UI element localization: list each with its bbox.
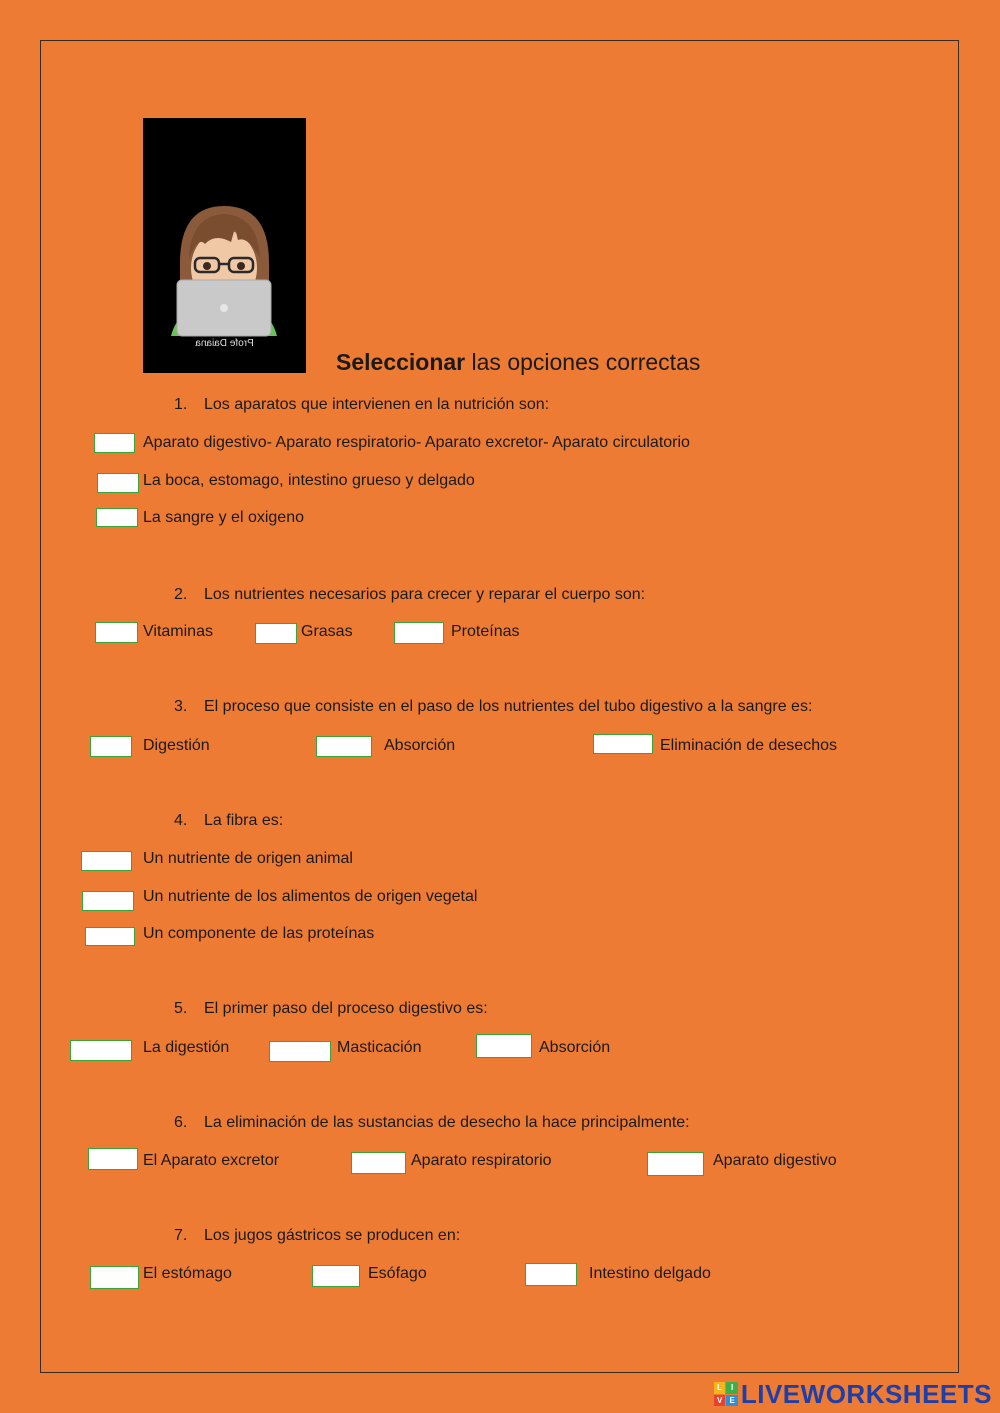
answer-checkbox-q4-c[interactable] bbox=[85, 927, 135, 946]
option-q6-b: Aparato respiratorio bbox=[411, 1152, 552, 1169]
option-q4-c: Un componente de las proteínas bbox=[143, 925, 375, 942]
option-q1-c: La sangre y el oxigeno bbox=[143, 509, 304, 526]
answer-checkbox-q5-c[interactable] bbox=[476, 1034, 532, 1058]
avatar-caption: Profe Daiana bbox=[195, 338, 254, 349]
answer-checkbox-q4-a[interactable] bbox=[81, 851, 132, 871]
title-rest: las opciones correctas bbox=[465, 349, 701, 375]
option-q7-b: Esófago bbox=[368, 1265, 427, 1282]
question-number: 4. bbox=[174, 812, 188, 829]
option-q4-b: Un nutriente de los alimentos de origen vegetal bbox=[143, 888, 478, 905]
answer-checkbox-q1-b[interactable] bbox=[97, 473, 139, 493]
option-q6-c: Aparato digestivo bbox=[713, 1152, 837, 1169]
answer-checkbox-q3-b[interactable] bbox=[316, 736, 372, 757]
answer-checkbox-q2-c[interactable] bbox=[394, 622, 444, 644]
option-q6-a: El Aparato excretor bbox=[143, 1152, 280, 1169]
answer-checkbox-q7-a[interactable] bbox=[90, 1266, 139, 1289]
question-number: 2. bbox=[174, 586, 188, 603]
page-title bbox=[336, 349, 700, 376]
question-text: La eliminación de las sustancias de desecho la hace principalmente: bbox=[204, 1114, 690, 1131]
logo-letter: E bbox=[726, 1395, 738, 1407]
question-5 bbox=[174, 1000, 488, 1018]
title-bold: Seleccionar bbox=[336, 349, 466, 375]
liveworksheets-logo[interactable] bbox=[714, 1379, 992, 1409]
question-1 bbox=[174, 396, 549, 414]
question-number: 6. bbox=[174, 1114, 188, 1131]
answer-checkbox-q6-b[interactable] bbox=[351, 1152, 406, 1174]
option-q2-b: Grasas bbox=[301, 623, 353, 640]
question-number: 3. bbox=[174, 698, 188, 715]
answer-checkbox-q5-b[interactable] bbox=[269, 1041, 331, 1062]
avatar-illustration bbox=[143, 118, 306, 373]
option-q3-c: Eliminación de desechos bbox=[660, 737, 837, 754]
answer-checkbox-q5-a[interactable] bbox=[70, 1040, 132, 1061]
answer-checkbox-q4-b[interactable] bbox=[82, 891, 134, 911]
option-q7-c: Intestino delgado bbox=[589, 1265, 711, 1282]
question-number: 5. bbox=[174, 1000, 188, 1017]
question-text: Los nutrientes necesarios para crecer y reparar el cuerpo son: bbox=[204, 586, 646, 603]
answer-checkbox-q7-c[interactable] bbox=[525, 1263, 577, 1286]
logo-letter: L bbox=[714, 1382, 726, 1394]
question-text: Los aparatos que intervienen en la nutrición son: bbox=[204, 396, 550, 413]
question-3 bbox=[174, 698, 812, 716]
answer-checkbox-q3-c[interactable] bbox=[593, 734, 653, 754]
option-q1-b: La boca, estomago, intestino grueso y delgado bbox=[143, 472, 475, 489]
logo-mark-icon bbox=[714, 1382, 738, 1406]
option-q7-a: El estómago bbox=[143, 1265, 232, 1282]
logo-letter: I bbox=[726, 1382, 738, 1394]
option-q2-c: Proteínas bbox=[451, 623, 520, 640]
question-text: El primer paso del proceso digestivo es: bbox=[204, 1000, 488, 1017]
logo-text: LIVEWORKSHEETS bbox=[740, 1378, 992, 1409]
answer-checkbox-q1-c[interactable] bbox=[96, 508, 138, 527]
question-number: 1. bbox=[174, 396, 188, 413]
question-text: Los jugos gástricos se producen en: bbox=[204, 1227, 461, 1244]
question-4 bbox=[174, 812, 283, 830]
logo-letter: V bbox=[714, 1395, 726, 1407]
option-q5-a: La digestión bbox=[143, 1039, 230, 1056]
teacher-avatar bbox=[143, 118, 306, 373]
answer-checkbox-q2-b[interactable] bbox=[255, 623, 297, 644]
question-number: 7. bbox=[174, 1227, 188, 1244]
option-q3-b: Absorción bbox=[384, 737, 456, 754]
option-q1-a: Aparato digestivo- Aparato respiratorio- Aparato excretor- Aparato circulatorio bbox=[143, 434, 690, 451]
option-q5-b: Masticación bbox=[337, 1039, 422, 1056]
question-6 bbox=[174, 1114, 690, 1132]
option-q5-c: Absorción bbox=[539, 1039, 611, 1056]
answer-checkbox-q2-a[interactable] bbox=[95, 622, 138, 643]
answer-checkbox-q6-a[interactable] bbox=[88, 1148, 138, 1170]
question-text: La fibra es: bbox=[204, 812, 284, 829]
question-text: El proceso que consiste en el paso de los nutrientes del tubo digestivo a la sangre es: bbox=[204, 698, 813, 715]
question-7 bbox=[174, 1227, 460, 1245]
answer-checkbox-q7-b[interactable] bbox=[312, 1265, 360, 1287]
question-2 bbox=[174, 586, 645, 604]
option-q2-a: Vitaminas bbox=[143, 623, 213, 640]
option-q4-a: Un nutriente de origen animal bbox=[143, 850, 353, 867]
answer-checkbox-q6-c[interactable] bbox=[647, 1152, 704, 1176]
answer-checkbox-q3-a[interactable] bbox=[90, 736, 132, 757]
answer-checkbox-q1-a[interactable] bbox=[94, 433, 135, 453]
option-q3-a: Digestión bbox=[143, 737, 210, 754]
